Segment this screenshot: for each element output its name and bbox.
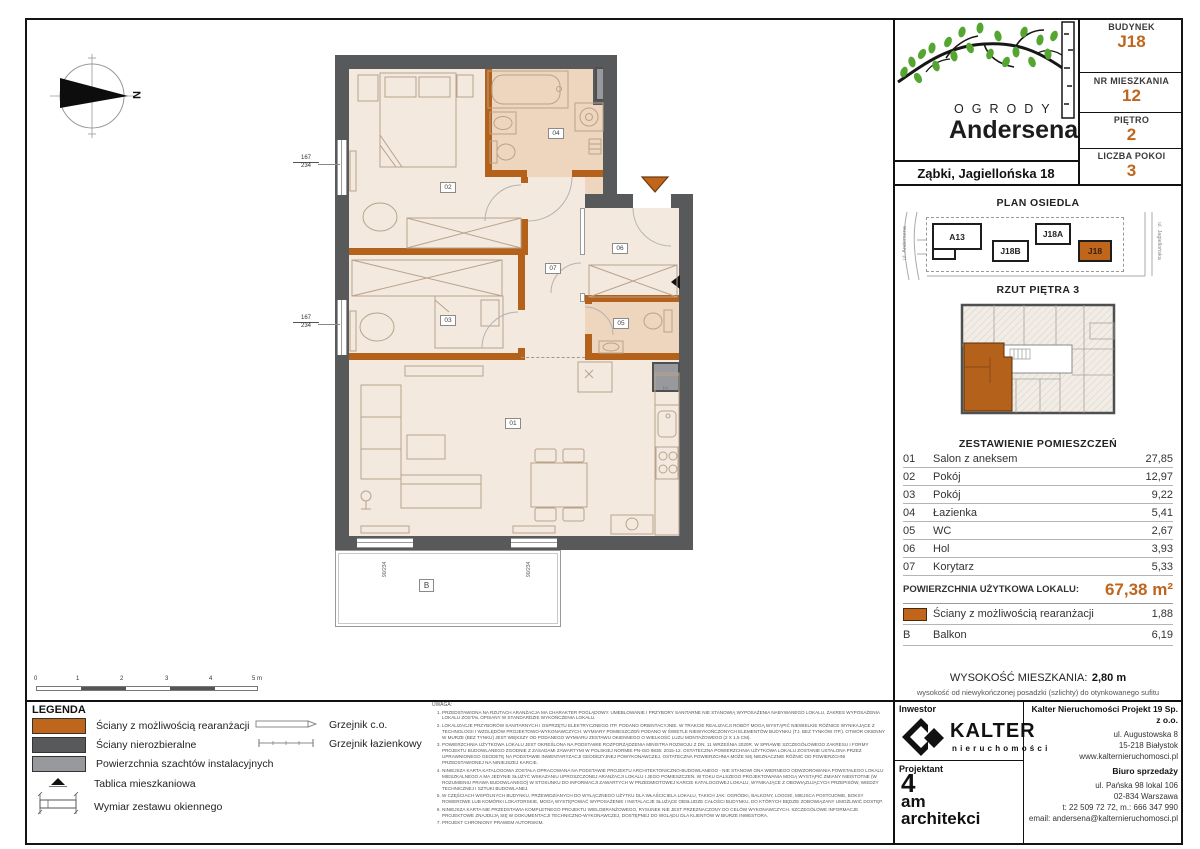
legend-item-window-dim <box>32 792 222 821</box>
company-address-2: 15-218 Białystok <box>1118 741 1178 750</box>
hdr-cell-line-2 <box>1080 112 1183 113</box>
dim-leader-2 <box>318 324 340 325</box>
designer-line2: am <box>901 792 926 811</box>
table-row <box>903 468 1173 486</box>
total-row <box>903 576 1173 604</box>
hdr-cell-line-1 <box>1080 72 1183 73</box>
legend-item-tablica <box>32 775 196 793</box>
legend-label: Ściany nierozbieralne <box>96 739 197 751</box>
table-row <box>903 486 1173 504</box>
legend-label: Tablica mieszkaniowa <box>94 778 196 790</box>
header-bottom-border <box>893 184 1183 186</box>
height-subtitle: wysokość od niewykończonej posadzki (szlichty) do otynkowanego sufitu <box>916 688 1160 697</box>
rooms-table-title: ZESTAWIENIE POMIESZCZEŃ <box>958 438 1118 450</box>
site-plan-title: PLAN OSIEDLA <box>996 197 1080 209</box>
note-item: 5. W CZĘŚCIACH WSPÓLNYCH BUDYNKU, PRZEWIDZIANYCH DO WYŁĄCZNEGO UŻYTKU DLA WŁAŚCICIELA LOKALU, TAKICH JAK: OGRÓDKI, BALKONY, LOGGIE, MIEJSCA POSTOJOWE, BOKSY ROWEROWE LUB KOMÓRKI LOKATORSKIE, MOGĄ WYSTĘPOWAĆ WYPOSAŻENIE I INSTALACJE SŁUŻĄCE OBSŁUDZE CAŁOŚCI BUDYNKU, DO KTÓRYCH BĘDZIE ZOBOWIĄZANY UMOŻLIWIĆ DOSTĘP. <box>442 793 888 805</box>
room-area: 27,85 <box>1145 452 1173 465</box>
field-label: LICZBA POKOI <box>1097 151 1166 161</box>
notes-title: UWAGA: <box>432 702 453 708</box>
logo-line1: OGRODY <box>954 102 1058 116</box>
field-label: PIĘTRO <box>1113 115 1150 125</box>
north-compass <box>46 48 146 148</box>
note-item: 4. NINIEJSZA KARTA KATALOGOWA ZOSTAŁA OPRACOWANA NA PODSTAWIE PROJEKTU ARCHITEKTONICZNO-BUDOWLANEGO - NIE STANOWI ONA WIERNEGO ODWZOROWANIA POWSTAŁEGO LOKALU MIESZKALNEGO A MA JEDYNIE SŁUŻYĆ WSKAZANIU UPROSZCZONEJ ARANŻACJI LOKALU I JEGO POMIESZCZEŃ. W TOKU DALSZEGO PROJEKTOWANIA MOGĄ WYSTĄPIĆ ZMIANY NIEISTOTNE (W ROZUMIENIU PRAWA BUDOWLANEGO) W STOSUNKU DO INFORMACJI ZAWARTYCH W PRZEDMIOTOWEJ KARCIE KATALOGOWEJ LOKALU, WYNIKAJĄCE Z OBOWIĄZUJĄCYCH PRZEPISÓW, WIEDZY TECHNICZNEJ I SZTUKI BUDOWLANEJ. <box>442 768 888 792</box>
notes-block <box>432 702 888 827</box>
legend-item-rearrangeable <box>32 718 249 734</box>
legend-label: Grzejnik łazienkowy <box>329 738 422 750</box>
room-name: Korytarz <box>933 560 974 573</box>
room-label-03: 03 <box>440 315 456 326</box>
room-label-06: 06 <box>612 243 628 254</box>
extra-name: Ściany z możliwością rearanżacji <box>933 608 1094 620</box>
legend-label: Ściany z możliwością rearanżacji <box>96 720 250 732</box>
legend-item-radiator <box>255 716 387 734</box>
field-liczba-pokoi <box>1080 151 1183 181</box>
designer-line3: architekci <box>901 809 981 828</box>
room-name: Pokój <box>933 470 961 483</box>
orange-swatch <box>903 608 927 621</box>
hdr-cell-line-3 <box>1080 148 1183 149</box>
room-label-04: 04 <box>548 128 564 139</box>
radiator-bath-icon <box>255 735 317 753</box>
legend-label: Powierzchnia szachtów instalacyjnych <box>96 758 274 770</box>
field-label: BUDYNEK <box>1108 22 1155 32</box>
legend-item-shafts <box>32 756 273 772</box>
building-a13-annex <box>932 248 956 260</box>
table-row <box>903 450 1173 468</box>
extra-area: 6,19 <box>1151 629 1173 641</box>
dim-numerator: 167 <box>300 155 311 161</box>
fridge-label: Z <box>660 386 667 390</box>
field-value: J18 <box>1117 32 1146 51</box>
note-item: 6. NINIEJSZA KARTA NIE PRZEDSTAWIA KOMPLETNEGO PROJEKTU WIELOBRANŻOWEGO, RYSUNEK NIE JEST PRZEZNACZONY DO CELÓW WYKONAWCZYCH. SZCZEGÓŁOWE INFORMACJE PROJEKTOWE ZNAJDUJĄ SIĘ W DOKUMENTACJI TECHNICZNO-WYKONAWCZEJ, DOSTĘPNEJ DO WGLĄDU DLA KLIENTÓW W BIURZE INWESTORA. <box>442 807 888 819</box>
note-item: 1. PRZEDSTAWIONA NA RZUTACH ARANŻACJA MA CHARAKTER POGLĄDOWY. UMEBLOWANIE I PRZYBORY SANITARNE NIE STANOWIĄ WYPOSAŻENIA NABYWANEGO LOKALU. ZAKRES WYPOSAŻENIA LOKALU ZOSTAŁ OPISANY W STANDARDZIE WYKOŃCZENIA LOKALU. <box>442 710 888 722</box>
notes-list <box>432 710 888 826</box>
room-name: Salon z aneksem <box>933 452 1018 465</box>
room-id: 05 <box>903 524 916 537</box>
kalter-logo-icon <box>900 716 946 758</box>
sales-address-2: 02-834 Warszawa <box>1113 792 1178 801</box>
tablica-icon <box>32 775 84 793</box>
scale-tick-3: 3 <box>165 676 169 682</box>
sales-email: email: andersena@kalternieruchomosci.pl <box>1028 814 1178 823</box>
sales-address-1: ul. Pańska 98 lokal 106 <box>1095 781 1178 790</box>
extra-id: B <box>903 629 911 641</box>
floor-overview-title: RZUT PIĘTRA 3 <box>996 284 1080 296</box>
table-row <box>903 522 1173 540</box>
room-name: WC <box>933 524 952 537</box>
height-info <box>893 668 1183 697</box>
note-item: 2. LOKALIZACJE PRZYBORÓW SANITARNYCH I OSPRZĘTU ELEKTRYCZNEGO ITP. PODANO ORIENTACYJNIE. W TRAKCIE REALIZACJI ROBÓT MOGĄ WYSTĄPIĆ NIEWIELKIE RÓŻNICE WYNIKAJĄCE Z TECHNOLOGII I WZGLĘDÓW PROJEKTOWO-WYKONAWCZYCH. WYMIARY POMIESZCZEŃ PODANO W ŚWIETLE NIEWYKOŃCZONYCH ELEMENTÓW BUDYNKU (TJ. BEZ TYNKÓW ITP.). OTWÓR OKIENNY W MURZE (BEZ TYNKU) JEST WIĘKSZY OD PODANEGO WYMIARU ZESTAWU OKIENNEGO O WIELKOŚĆ LUZU MONTAŻOWEGO (2 X 1,5 CM). <box>442 723 888 741</box>
door-dim-1: 90/234 <box>382 561 388 577</box>
project-address: Ząbki, Jagiellońska 18 <box>917 165 1055 181</box>
scale-tick-2: 2 <box>120 676 124 682</box>
table-row <box>903 558 1173 576</box>
room-name: Łazienka <box>933 506 978 519</box>
legend-title: LEGENDA <box>32 704 86 716</box>
scale-segment-dark-1 <box>81 687 126 690</box>
extra-name: Balkon <box>933 629 967 641</box>
height-label: WYSOKOŚĆ MIESZKANIA: <box>949 672 1088 684</box>
sales-office-title: Biuro sprzedaży <box>1112 766 1178 776</box>
room-area: 12,97 <box>1145 470 1173 483</box>
field-value: 3 <box>1126 161 1137 180</box>
brand-logo <box>896 20 1078 160</box>
dim-leader-1 <box>318 164 340 165</box>
building-j18b: J18B <box>992 240 1029 262</box>
extra-area: 1,88 <box>1151 608 1173 620</box>
room-area: 3,93 <box>1151 542 1173 555</box>
legend-swatch-dark <box>32 737 86 753</box>
scale-segment-dark-2 <box>170 687 215 690</box>
field-value: 2 <box>1126 125 1137 144</box>
legend-item-bath-radiator <box>255 735 422 753</box>
dim-denominator: 234 <box>300 163 311 169</box>
kalter-brand-sub: nieruchomości <box>952 744 1051 753</box>
balcony-inner-line <box>338 553 558 624</box>
floor-overview-drawing <box>960 303 1116 415</box>
investor-company-block <box>1028 704 1178 762</box>
street-label-right: ul. Jagiellońska <box>1156 222 1162 260</box>
total-value: 67,38 m² <box>1104 579 1173 599</box>
room-label-05: 05 <box>613 318 629 329</box>
designer-line1: 4 <box>901 768 916 798</box>
field-budynek <box>1080 22 1183 52</box>
room-area: 9,22 <box>1151 488 1173 501</box>
company-address-1: ul. Augustowska 8 <box>1113 730 1178 739</box>
legend-swatch-gray <box>32 756 86 772</box>
dim-numerator: 167 <box>300 315 311 321</box>
swatch-cell <box>903 608 933 621</box>
window-dim-1 <box>293 155 319 170</box>
site-plan-map <box>893 210 1183 282</box>
room-area: 2,67 <box>1151 524 1173 537</box>
logo-line2: Andersena <box>949 116 1078 144</box>
window-dim-2 <box>293 315 319 330</box>
extra-row-balkon <box>903 625 1173 646</box>
sales-office-block <box>1028 766 1178 824</box>
total-label: POWIERZCHNIA UŻYTKOWA LOKALU: <box>903 584 1080 595</box>
window-dim-icon <box>32 792 84 821</box>
room-name: Hol <box>933 542 950 555</box>
sales-phone: t: 22 509 72 72, m.: 666 347 990 <box>1062 803 1178 812</box>
legend-label: Grzejnik c.o. <box>329 719 388 731</box>
room-id: 02 <box>903 470 916 483</box>
building-j18-highlighted: J18 <box>1078 240 1112 262</box>
street-label-left: ul. Andersena <box>902 226 908 260</box>
dim-denominator: 234 <box>300 323 311 329</box>
field-label: NR MIESZKANIA <box>1093 76 1170 86</box>
room-id: 03 <box>903 488 916 501</box>
scale-tick-4: 4 <box>209 676 213 682</box>
door-dim-2: 90/234 <box>526 561 532 577</box>
kalter-brand: KALTER <box>950 720 1036 742</box>
field-nr-mieszkania <box>1080 76 1183 106</box>
room-label-07: 07 <box>545 263 561 274</box>
legend-label: Wymiar zestawu okiennego <box>94 800 223 813</box>
table-row <box>903 504 1173 522</box>
investor-label: Inwestor <box>899 704 937 714</box>
room-id: 01 <box>903 452 916 465</box>
building-j18a: J18A <box>1035 223 1071 245</box>
room-area: 5,41 <box>1151 506 1173 519</box>
room-id: 07 <box>903 560 916 573</box>
scale-tick-5: 5 m <box>252 676 263 682</box>
note-item: 7. PROJEKT CHRONIONY PRAWEM AUTORSKIM. <box>442 820 888 826</box>
room-id: 04 <box>903 506 916 519</box>
north-label: N <box>129 91 142 99</box>
company-name: Kalter Nieruchomości Projekt 19 Sp. z o.o. <box>1031 704 1178 725</box>
legend-item-solid-walls <box>32 737 196 753</box>
scale-tick-0: 0 <box>34 676 38 682</box>
balcony-label: B <box>419 579 434 592</box>
company-website: www.kalternieruchomosci.pl <box>1079 752 1178 761</box>
scale-tick-1: 1 <box>76 676 80 682</box>
designer-label: Projektant <box>899 764 944 774</box>
height-value: 2,80 m <box>1091 672 1127 684</box>
scale-bar <box>34 676 294 696</box>
room-label-01: 01 <box>505 418 521 429</box>
rooms-table <box>903 450 1173 646</box>
investor-logo <box>900 716 1051 758</box>
floor-plan <box>335 55 693 630</box>
titleblock-hdivider <box>893 760 1023 761</box>
note-item: 3. POWIERZCHNIA UŻYTKOWA LOKALU JEST OKREŚLONA NA PODSTAWIE ROZPORZĄDZENIA MINISTRA ROZWOJU Z DN. 11 WRZEŚNIA 2020R. W SPRAWIE SZCZEGÓŁOWEGO ZAKRESU I FORMY PROJEKTU BUDOWLANEGO ZGODNIE Z ZASADAMI ZAWARTYMI W POLSKIEJ NORMIE PN-ISO 9836: 2015-12. OSTATECZNA POWIERZCHNIA UŻYTKOWA LOKALU ZOSTANIE USTALONA PRZEZ UPRAWNIONEGO GEODETĘ NA PODSTAWIE INWENTARYZACJI GEODEZYJNEJ POWYKONAWCZEJ. OSTATECZNA POWIERZCHNIA MOŻE SIĘ NIEZNACZNIE RÓŻNIĆ OD POWIERZCHNI PRZEDSTAWIONEJ NA NINIEJSZEJ KARCIE. <box>442 742 888 766</box>
room-area: 5,33 <box>1151 560 1173 573</box>
radiator-co-icon <box>255 716 317 734</box>
building-a13: A13 <box>932 223 982 250</box>
scale-bar-track <box>36 686 258 691</box>
room-id: 06 <box>903 542 916 555</box>
field-pietro <box>1080 115 1183 145</box>
table-row <box>903 540 1173 558</box>
field-value: 12 <box>1122 86 1141 105</box>
room-name: Pokój <box>933 488 961 501</box>
extra-row-walls <box>903 604 1173 625</box>
furniture-layer <box>335 55 693 630</box>
floor-overview-map <box>960 303 1116 415</box>
right-panel-divider <box>893 18 895 845</box>
room-label-02: 02 <box>440 182 456 193</box>
legend-swatch-orange <box>32 718 86 734</box>
